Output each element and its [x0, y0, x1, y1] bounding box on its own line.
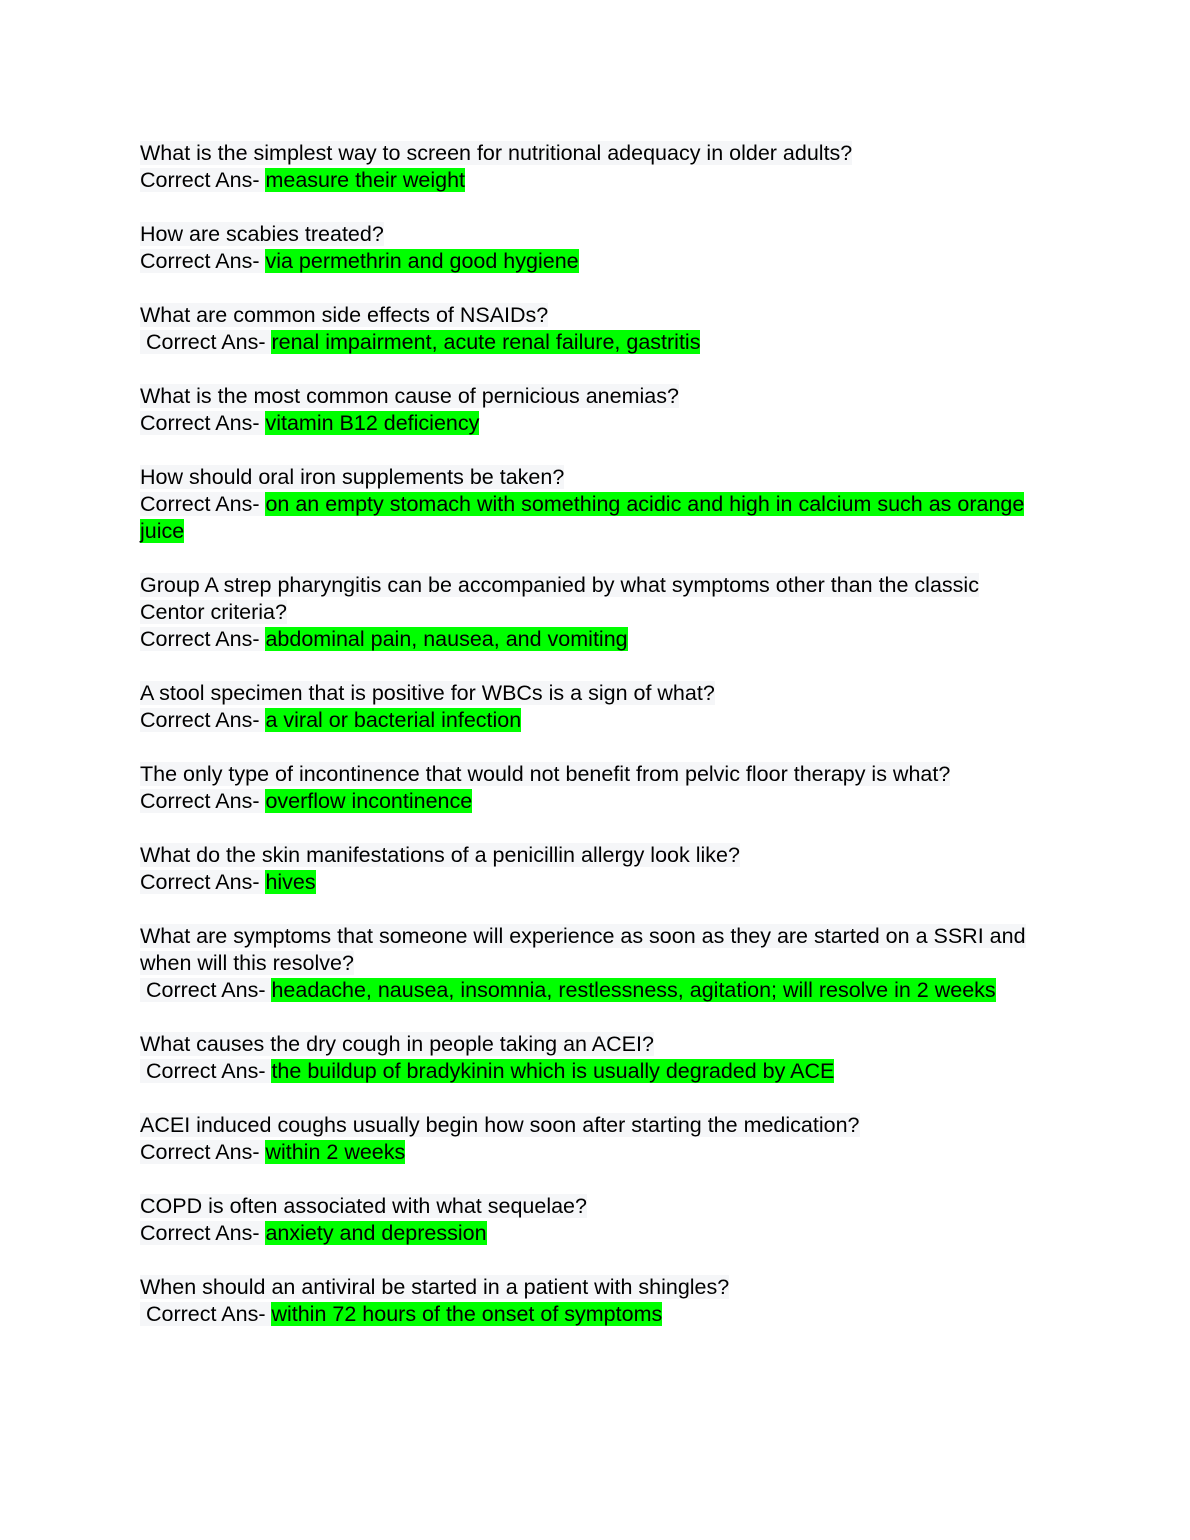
answer-line: [140, 410, 1040, 437]
highlighted-answer: within 2 weeks: [265, 1140, 406, 1164]
highlighted-answer: vitamin B12 deficiency: [265, 411, 480, 435]
answer-prefix: Correct Ans-: [140, 708, 266, 732]
qa-item: [140, 302, 1040, 356]
question-line: [140, 221, 1040, 248]
question-line: [140, 1031, 1040, 1058]
highlighted-answer: hives: [265, 870, 316, 894]
question-text: ACEI induced coughs usually begin how soon after starting the medication?: [140, 1113, 860, 1137]
answer-line: [140, 869, 1040, 896]
answer-prefix: Correct Ans-: [140, 789, 266, 813]
question-line: [140, 572, 1040, 626]
highlighted-answer: anxiety and depression: [265, 1221, 487, 1245]
highlighted-answer: headache, nausea, insomnia, restlessness, agitation; will resolve in 2 weeks: [271, 978, 996, 1002]
answer-prefix: Correct Ans-: [140, 1302, 271, 1326]
qa-item: [140, 761, 1040, 815]
question-text: What is the most common cause of pernicious anemias?: [140, 384, 679, 408]
answer-prefix: Correct Ans-: [140, 411, 266, 435]
qa-item: [140, 1193, 1040, 1247]
question-text: What is the simplest way to screen for nutritional adequacy in older adults?: [140, 141, 853, 165]
question-line: [140, 761, 1040, 788]
qa-item: [140, 140, 1040, 194]
question-text: A stool specimen that is positive for WBCs is a sign of what?: [140, 681, 715, 705]
highlighted-answer: via permethrin and good hygiene: [265, 249, 579, 273]
highlighted-answer: measure their weight: [265, 168, 466, 192]
document-page: [140, 140, 1040, 1355]
question-line: [140, 1112, 1040, 1139]
qa-item: [140, 923, 1040, 1004]
question-line: [140, 302, 1040, 329]
highlighted-answer: renal impairment, acute renal failure, gastritis: [271, 330, 701, 354]
answer-prefix: Correct Ans-: [140, 330, 271, 354]
qa-item: [140, 221, 1040, 275]
answer-line: [140, 491, 1040, 545]
highlighted-answer: overflow incontinence: [265, 789, 473, 813]
answer-prefix: Correct Ans-: [140, 492, 266, 516]
qa-item: [140, 464, 1040, 545]
answer-line: [140, 707, 1040, 734]
answer-prefix: Correct Ans-: [140, 978, 271, 1002]
question-text: What causes the dry cough in people taking an ACEI?: [140, 1032, 654, 1056]
question-line: [140, 680, 1040, 707]
highlighted-answer: abdominal pain, nausea, and vomiting: [265, 627, 628, 651]
question-line: [140, 842, 1040, 869]
qa-item: [140, 680, 1040, 734]
answer-prefix: Correct Ans-: [140, 249, 266, 273]
answer-prefix: Correct Ans-: [140, 870, 266, 894]
answer-line: [140, 788, 1040, 815]
question-text: The only type of incontinence that would not benefit from pelvic floor therapy is what?: [140, 762, 951, 786]
question-line: [140, 383, 1040, 410]
answer-prefix: Correct Ans-: [140, 627, 266, 651]
qa-item: [140, 1112, 1040, 1166]
answer-line: [140, 167, 1040, 194]
answer-line: [140, 1301, 1040, 1328]
highlighted-answer: a viral or bacterial infection: [265, 708, 522, 732]
question-line: [140, 923, 1040, 977]
highlighted-answer: within 72 hours of the onset of symptoms: [271, 1302, 663, 1326]
question-text: When should an antiviral be started in a patient with shingles?: [140, 1275, 730, 1299]
question-text: How should oral iron supplements be taken?: [140, 465, 565, 489]
question-text: How are scabies treated?: [140, 222, 384, 246]
question-line: [140, 464, 1040, 491]
answer-line: [140, 1220, 1040, 1247]
answer-line: [140, 248, 1040, 275]
question-line: [140, 1274, 1040, 1301]
qa-item: [140, 1274, 1040, 1328]
question-line: [140, 140, 1040, 167]
question-text: Group A strep pharyngitis can be accompanied by what symptoms other than the classic Centor criteria?: [140, 573, 979, 624]
question-text: What are symptoms that someone will experience as soon as they are started on a SSRI and when will this resolve?: [140, 924, 1026, 975]
question-line: [140, 1193, 1040, 1220]
highlighted-answer: the buildup of bradykinin which is usually degraded by ACE: [271, 1059, 835, 1083]
qa-item: [140, 842, 1040, 896]
qa-item: [140, 383, 1040, 437]
answer-line: [140, 626, 1040, 653]
qa-item: [140, 572, 1040, 653]
answer-prefix: Correct Ans-: [140, 1140, 266, 1164]
highlighted-answer: on an empty stomach with something acidic and high in calcium such as orange juice: [140, 492, 1025, 543]
answer-prefix: Correct Ans-: [140, 168, 266, 192]
answer-line: [140, 977, 1040, 1004]
question-text: What are common side effects of NSAIDs?: [140, 303, 549, 327]
question-text: COPD is often associated with what sequelae?: [140, 1194, 587, 1218]
answer-prefix: Correct Ans-: [140, 1059, 271, 1083]
answer-line: [140, 329, 1040, 356]
qa-item: [140, 1031, 1040, 1085]
answer-line: [140, 1058, 1040, 1085]
answer-line: [140, 1139, 1040, 1166]
answer-prefix: Correct Ans-: [140, 1221, 266, 1245]
question-text: What do the skin manifestations of a penicillin allergy look like?: [140, 843, 740, 867]
